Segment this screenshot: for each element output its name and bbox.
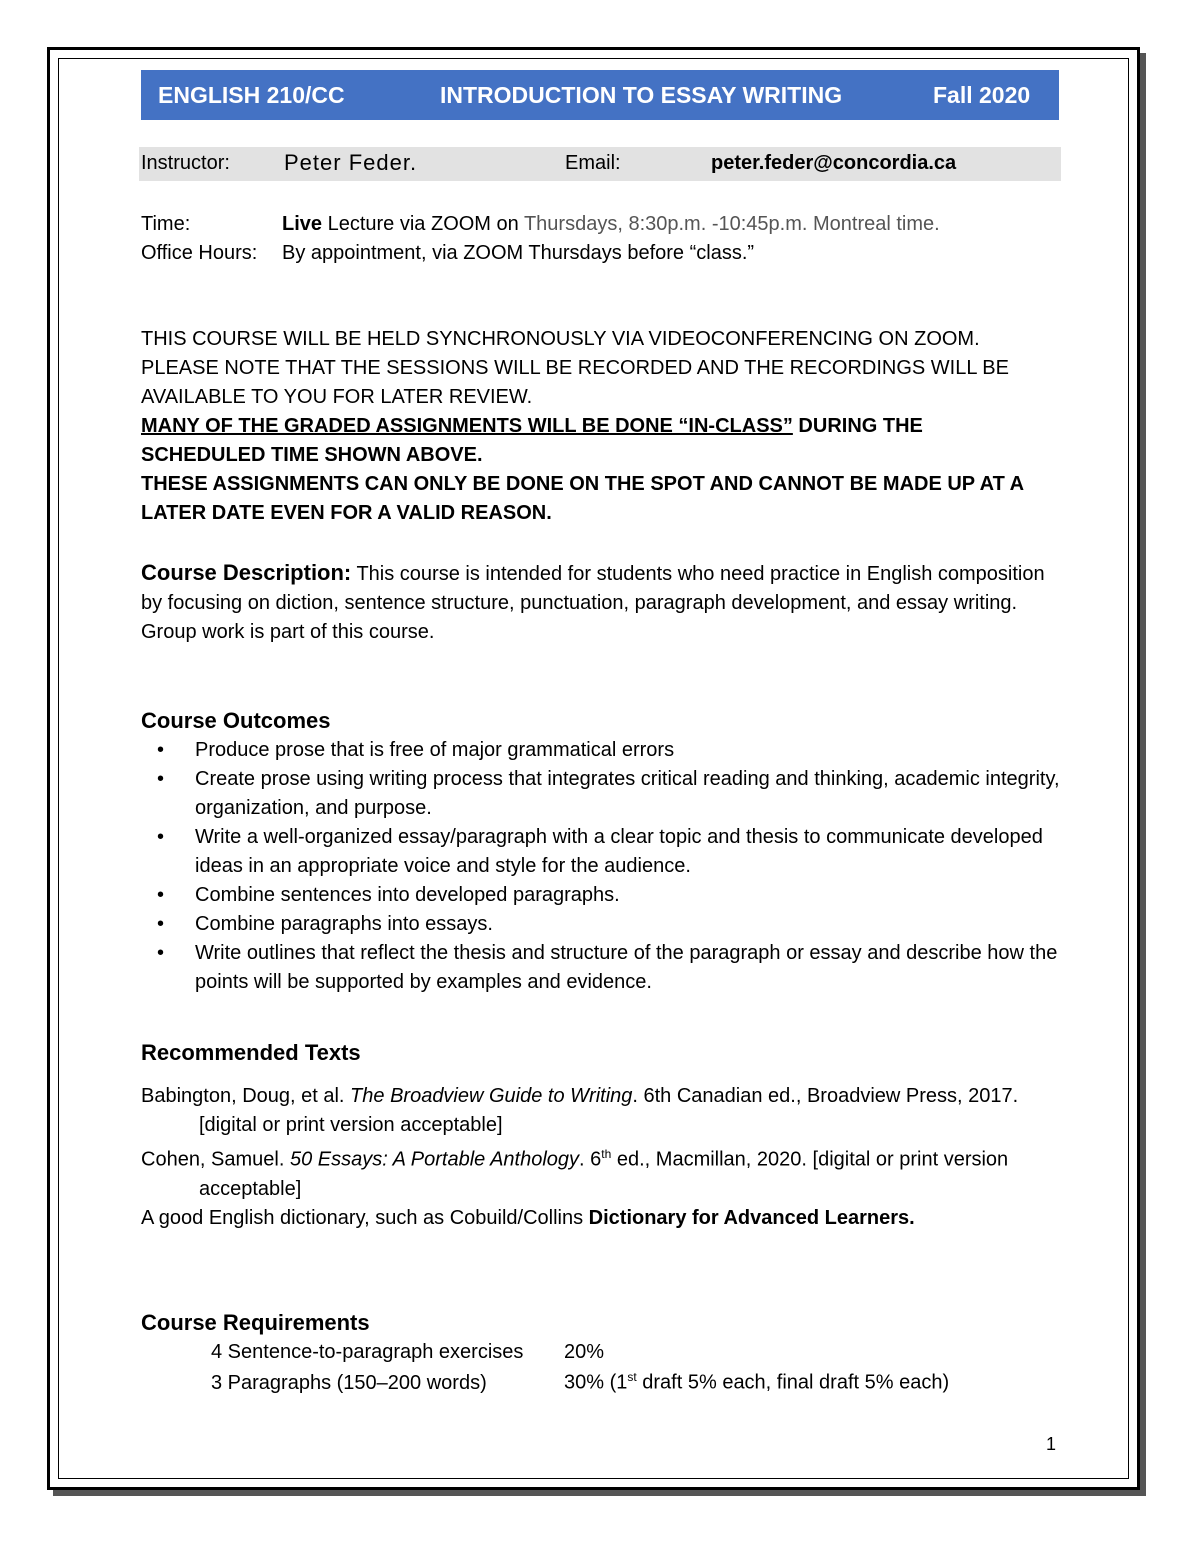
outcome-item: • Combine sentences into developed paragraphs.: [141, 881, 1061, 910]
notice-graded-underlined: MANY OF THE GRADED ASSIGNMENTS WILL BE DONE “IN-CLASS”: [141, 415, 793, 437]
outcome-item: • Combine paragraphs into essays.: [141, 910, 1061, 939]
instructor-bar: [139, 147, 1061, 181]
instructor-name: Peter Feder.: [284, 150, 418, 175]
course-outcomes: [141, 706, 1061, 997]
office-row: [141, 239, 940, 268]
outcome-item: • Produce prose that is free of major grammatical errors: [141, 736, 1061, 765]
requirement-item: 3 Paragraphs (150–200 words): [211, 1371, 487, 1394]
reference-3: [141, 1204, 1041, 1233]
description-text: This course is intended for students who need practice in English composition by focusing on diction, sentence structure, punctuation, paragraph development, and essay writing. Group work is part of this course.: [141, 563, 1045, 643]
page-number: 1: [1046, 1434, 1057, 1454]
reference-1: [141, 1082, 1041, 1140]
notice-graded-rest: DURING THE SCHEDULED TIME SHOWN ABOVE.: [141, 415, 923, 466]
ref2-author: Cohen, Samuel.: [141, 1148, 290, 1171]
ref2-details: ed., Macmillan, 2020. [digital or print version acceptable]: [199, 1148, 1009, 1200]
instructor-email[interactable]: peter.feder@concordia.ca: [711, 152, 957, 174]
ref3-dictionary: Dictionary for Advanced Learners.: [588, 1206, 915, 1229]
outcomes-heading: Course Outcomes: [141, 708, 331, 733]
requirement-row: [211, 1341, 604, 1364]
office-label: Office Hours:: [141, 242, 258, 264]
notice-block: [141, 325, 1041, 528]
requirement-value: 20%: [564, 1341, 605, 1363]
outcome-item: • Write outlines that reflect the thesis and structure of the paragraph or essay and describe how the points will be supported by examples and evidence.: [141, 939, 1061, 997]
outcome-item: • Write a well-organized essay/paragraph with a clear topic and thesis to communicate developed ideas in an appropriate voice and style for the audience.: [141, 823, 1061, 881]
recommended-texts: [141, 1038, 1041, 1233]
notice-line-1: THIS COURSE WILL BE HELD SYNCHRONOUSLY VIA VIDEOCONFERENCING ON ZOOM.: [141, 328, 980, 350]
outcomes-list: [141, 736, 1061, 997]
requirement-sup: st: [627, 1370, 637, 1384]
time-label: Time:: [141, 213, 191, 235]
description-heading: Course Description:: [141, 560, 352, 585]
ref2-sup: th: [601, 1147, 612, 1161]
notice-line-2: PLEASE NOTE THAT THE SESSIONS WILL BE RECORDED AND THE RECORDINGS WILL BE AVAILABLE TO YOU FOR LATER REVIEW.: [141, 357, 1009, 408]
ref1-title: The Broadview Guide to Writing: [350, 1085, 633, 1107]
time-live: Live: [282, 213, 323, 235]
time-row: [141, 210, 940, 239]
ref2-edition: . 6: [579, 1148, 602, 1171]
schedule-block: [141, 210, 940, 268]
requirement-value: 30% (1: [564, 1371, 628, 1394]
outcome-item: • Create prose using writing process that integrates critical reading and thinking, academic integrity, organization, and purpose.: [141, 765, 1061, 823]
ref1-details: . 6th Canadian ed., Broadview Press, 2017. [digital or print version acceptable]: [199, 1085, 1019, 1136]
ref3-text: A good English dictionary, such as Cobuild/Collins: [141, 1206, 589, 1229]
ref2-title: 50 Essays: A Portable Anthology: [289, 1148, 580, 1171]
time-text: Lecture via ZOOM on: [322, 213, 524, 235]
course-title: INTRODUCTION TO ESSAY WRITING: [440, 82, 843, 108]
course-description: [141, 558, 1056, 647]
course-code: ENGLISH 210/CC: [158, 82, 345, 108]
course-term: Fall 2020: [933, 82, 1031, 108]
notice-graded: [141, 412, 1041, 470]
email-label: Email:: [565, 152, 621, 174]
requirement-row: [211, 1370, 949, 1395]
requirements-heading: Course Requirements: [141, 1310, 370, 1335]
requirement-value-rest: draft 5% each, final draft 5% each): [636, 1371, 950, 1394]
texts-heading: Recommended Texts: [141, 1040, 361, 1065]
office-text: By appointment, via ZOOM Thursdays before “class.”: [282, 242, 755, 264]
ref1-authors: Babington, Doug, et al.: [141, 1085, 351, 1107]
requirement-item: 4 Sentence-to-paragraph exercises: [211, 1341, 524, 1363]
course-banner: [141, 70, 1059, 120]
time-when: Thursdays, 8:30p.m. -10:45p.m. Montreal time.: [523, 213, 940, 235]
reference-2: [141, 1140, 1041, 1204]
notice-spot: THESE ASSIGNMENTS CAN ONLY BE DONE ON THE SPOT AND CANNOT BE MADE UP AT A LATER DATE EVEN FOR A VALID REASON.: [141, 473, 1024, 524]
instructor-label: Instructor:: [141, 152, 230, 174]
